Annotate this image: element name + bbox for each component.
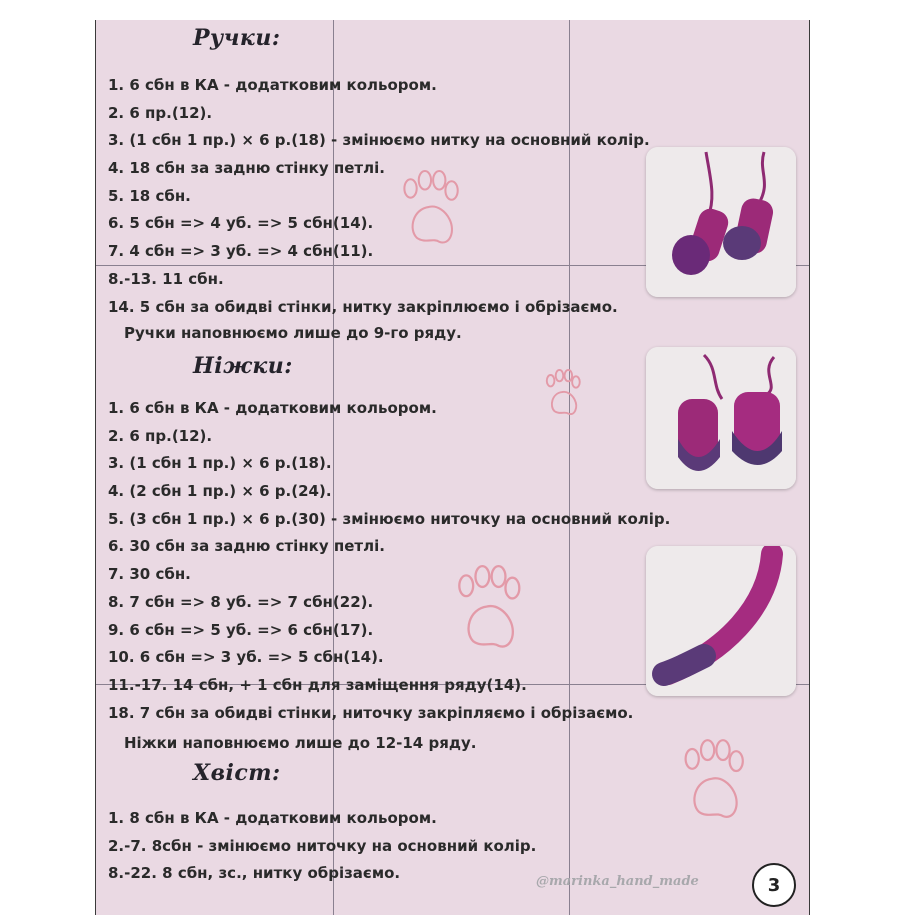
list-item: 1. 6 сбн в КА - додатковим кольором.: [108, 76, 437, 94]
paw-print-icon: [543, 366, 581, 422]
recipe-page: [95, 20, 810, 915]
paw-print-icon: [679, 738, 745, 826]
arms-steps: [108, 72, 650, 321]
list-item: 3. (1 сбн 1 пр.) × 6 р.(18) - змінюємо нитку на основний колір.: [108, 131, 650, 150]
list-item: 1. 6 сбн в КА - додатковим кольором.: [108, 399, 437, 417]
list-item: 2. 6 пр.(12).: [108, 426, 213, 445]
legs-steps: [108, 395, 670, 727]
list-item: 5. (3 сбн 1 пр.) × 6 р.(30) - змінюємо ниточку на основний колір.: [108, 509, 671, 528]
tail-steps: [108, 805, 536, 888]
list-item: 2. 6 пр.(12).: [108, 103, 213, 122]
list-item: 8.-13. 11 сбн.: [108, 269, 224, 288]
paw-print-icon: [398, 170, 460, 250]
legs-heading: Ніжки:: [193, 353, 293, 379]
list-item: 6. 30 сбн за задню стінку петлі.: [108, 537, 385, 556]
watermark: @marinka_hand_made: [536, 874, 699, 889]
arms-photo: [646, 147, 796, 297]
list-item: 6. 5 сбн => 4 уб. => 5 сбн(14).: [108, 214, 374, 233]
list-item: 10. 6 сбн => 3 уб. => 5 сбн(14).: [108, 648, 384, 667]
arms-note: Ручки наповнюємо лише до 9-го ряду.: [124, 324, 462, 342]
list-item: 2.-7. 8сбн - змінюємо ниточку на основний колір.: [108, 836, 537, 855]
list-item: 4. 18 сбн за задню стінку петлі.: [108, 159, 385, 178]
list-item: 14. 5 сбн за обидві стінки, нитку закріплюємо і обрізаємо.: [108, 297, 618, 316]
list-item: 8. 7 сбн => 8 уб. => 7 сбн(22).: [108, 592, 374, 611]
list-item: 1. 8 сбн в КА - додатковим кольором.: [108, 809, 437, 827]
paw-print-icon: [452, 565, 522, 655]
list-item: 4. (2 сбн 1 пр.) × 6 р.(24).: [108, 482, 332, 501]
legs-note: Ніжки наповнюємо лише до 12-14 ряду.: [124, 734, 477, 752]
list-item: 5. 18 сбн.: [108, 186, 191, 205]
tail-heading: Хвіст:: [193, 760, 281, 786]
legs-photo: [646, 347, 796, 489]
tail-photo: [646, 546, 796, 696]
list-item: 7. 30 сбн.: [108, 565, 191, 584]
list-item: 18. 7 сбн за обидві стінки, ниточку закріпляємо і обрізаємо.: [108, 703, 634, 722]
page-number: 3: [752, 863, 796, 907]
list-item: 7. 4 сбн => 3 уб. => 4 сбн(11).: [108, 242, 374, 261]
list-item: 11.-17. 14 сбн, + 1 сбн для заміщення ряду(14).: [108, 675, 527, 694]
list-item: 8.-22. 8 сбн, зс., нитку обрізаємо.: [108, 864, 401, 883]
arms-heading: Ручки:: [193, 25, 281, 51]
list-item: 3. (1 сбн 1 пр.) × 6 р.(18).: [108, 454, 332, 473]
list-item: 9. 6 сбн => 5 уб. => 6 сбн(17).: [108, 620, 374, 639]
